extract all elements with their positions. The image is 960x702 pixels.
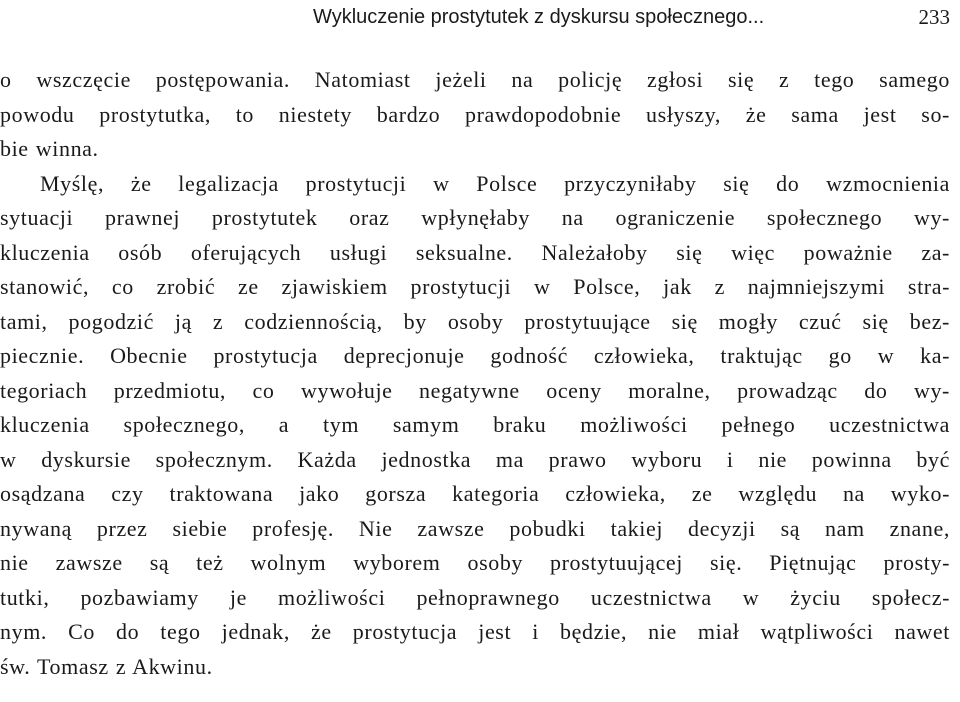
running-header bbox=[0, 4, 950, 30]
text-line: nie zawsze są też wolnym wyborem osoby prostytuującej się. Piętnując prosty- bbox=[0, 550, 950, 575]
text-line: bie winna. bbox=[0, 136, 99, 161]
text-line: powodu prostytutka, to niestety bardzo prawdopodobnie usłyszy, że sama jest so- bbox=[0, 101, 950, 127]
text-line: piecznie. Obecnie prostytucja deprecjonuje godność człowieka, traktując go w ka- bbox=[0, 343, 950, 368]
text-line: sytuacji prawnej prostytutek oraz wpłynęłaby na ograniczenie społecznego wy- bbox=[0, 205, 950, 230]
paragraph-first-line: Myślę, że legalizacja prostytucji w Polsce przyczyniłaby się do wzmocnienia bbox=[40, 170, 950, 196]
page-number: 233 bbox=[918, 5, 950, 29]
text-line: kluczenia społecznego, a tym samym braku możliwości pełnego uczestnictwa bbox=[0, 412, 950, 437]
text-line: tutki, pozbawiamy je możliwości pełnoprawnego uczestnictwa w życiu społecz- bbox=[0, 584, 950, 610]
text-line: o wszczęcie postępowania. Natomiast jeżeli na policję zgłosi się z tego samego bbox=[0, 67, 950, 92]
text-line: kluczenia osób oferujących usługi seksualne. Należałoby się więc poważnie za- bbox=[0, 239, 950, 265]
text-line: stanowić, co zrobić ze zjawiskiem prostytucji w Polsce, jak z najmniejszymi stra- bbox=[0, 274, 950, 299]
body-text bbox=[0, 63, 950, 684]
text-line: tami, pogodzić ją z codziennością, by osoby prostytuujące się mogły czuć się bez- bbox=[0, 308, 950, 334]
text-line: osądzana czy traktowana jako gorsza kategoria człowieka, ze względu na wyko- bbox=[0, 481, 950, 506]
running-title: Wykluczenie prostytutek z dyskursu społecznego... bbox=[313, 6, 765, 28]
text-line: w dyskursie społecznym. Każda jednostka ma prawo wyboru i nie powinna być bbox=[0, 446, 950, 472]
text-line: nywaną przez siebie profesję. Nie zawsze pobudki takiej decyzji są nam znane, bbox=[0, 515, 950, 541]
text-line: św. Tomasz z Akwinu. bbox=[0, 653, 213, 679]
text-line: nym. Co do tego jednak, że prostytucja jest i będzie, nie miał wątpliwości nawet bbox=[0, 619, 950, 644]
text-line: tegoriach przedmiotu, co wywołuje negatywne oceny moralne, prowadząc do wy- bbox=[0, 377, 950, 403]
